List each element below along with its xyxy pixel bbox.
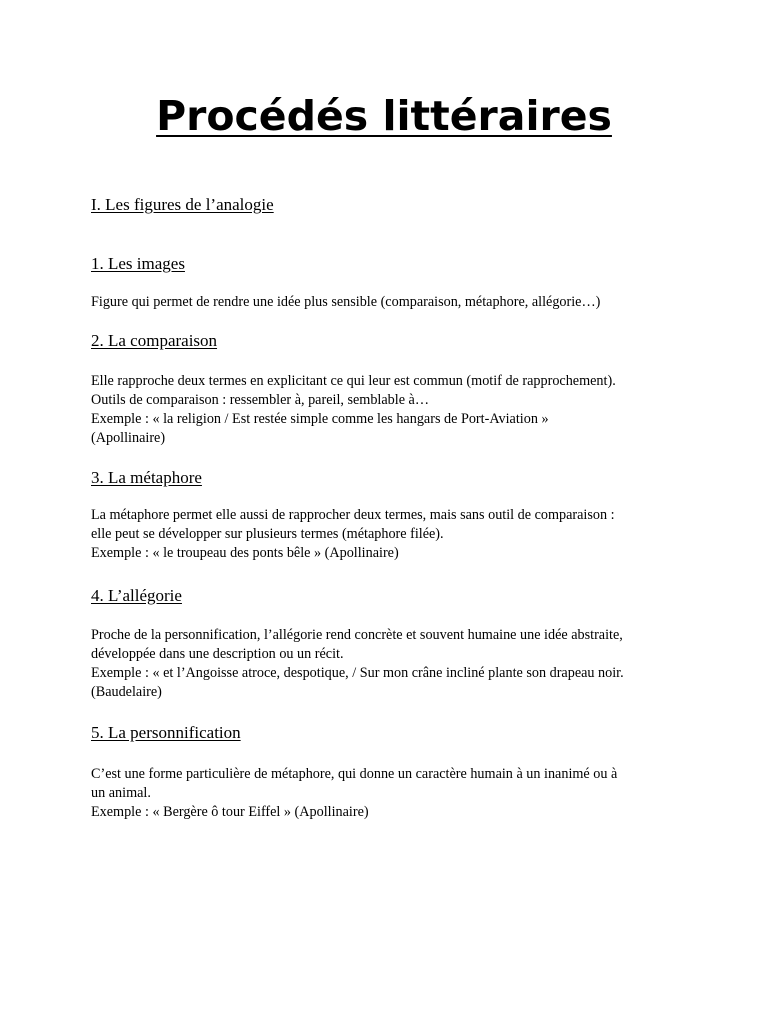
section-body-comparaison (91, 372, 691, 448)
section-heading-comparaison: 2. La comparaison (91, 331, 218, 350)
text-line: Exemple : « le troupeau des ponts bêle » (Apollinaire) (91, 545, 399, 561)
section-body-allegorie (91, 626, 691, 702)
section-heading-personnification: 5. La personnification (91, 723, 241, 742)
part-heading: I. Les figures de l’analogie (91, 195, 274, 214)
section-heading-allegorie: 4. L’allégorie (91, 586, 182, 605)
section-body-images (91, 293, 691, 312)
text-line: Figure qui permet de rendre une idée plus sensible (comparaison, métaphore, allégorie…) (91, 294, 601, 310)
text-line: C’est une forme particulière de métaphore, qui donne un caractère humain à un inanimé ou à (91, 766, 618, 782)
section-heading-images: 1. Les images (91, 254, 185, 273)
text-line: Exemple : « la religion / Est restée simple comme les hangars de Port-Aviation » (91, 411, 549, 427)
text-line: (Baudelaire) (91, 684, 162, 700)
text-line: Exemple : « et l’Angoisse atroce, despotique, / Sur mon crâne incliné plante son drapeau noir. (91, 665, 624, 681)
page-title: Procédés littéraires (156, 92, 612, 140)
text-line: un animal. (91, 785, 151, 801)
text-line: Exemple : « Bergère ô tour Eiffel » (Apollinaire) (91, 804, 369, 820)
text-line: elle peut se développer sur plusieurs termes (métaphore filée). (91, 526, 444, 542)
section-body-metaphore (91, 506, 691, 563)
section-body-personnification (91, 765, 691, 822)
text-line: Outils de comparaison : ressembler à, pareil, semblable à… (91, 392, 430, 408)
text-line: La métaphore permet elle aussi de rapprocher deux termes, mais sans outil de comparaison : (91, 507, 615, 523)
text-line: Proche de la personnification, l’allégorie rend concrète et souvent humaine une idée abstraite, (91, 627, 623, 643)
text-line: développée dans une description ou un récit. (91, 646, 344, 662)
text-line: (Apollinaire) (91, 430, 166, 446)
text-line: Elle rapproche deux termes en explicitant ce qui leur est commun (motif de rapprochement). (91, 373, 616, 389)
section-heading-metaphore: 3. La métaphore (91, 468, 202, 487)
